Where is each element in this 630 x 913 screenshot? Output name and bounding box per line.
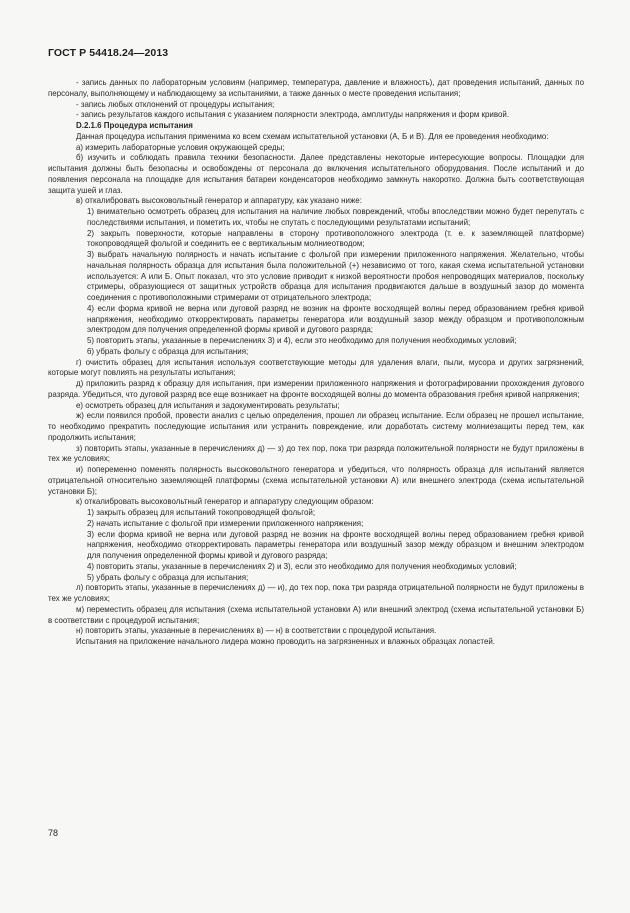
sub-list-item: 2) закрыть поверхности, которые направлены в сторону противоположного электрода (т. е. к заземляющей платформе) токопроводящей фольгой и соединить ее с вертикальным молниеотводом; xyxy=(87,228,584,249)
sub-list-item: 1) закрыть образец для испытаний токопроводящей фольгой; xyxy=(87,508,316,517)
paragraph: Испытания на приложение начального лидера можно проводить на загрязненных и влажных образцах лопастей. xyxy=(76,637,496,646)
document-header: ГОСТ Р 54418.24—2013 xyxy=(48,47,169,59)
list-item: д) приложить разряд к образцу для испытания, при измерении приложенного напряжения и фотографировании прохождения дугового разряда. Убедиться, что дуговой разряд все еще возникает на фронте восходящей волны до момента образования гребня кривой напряжения; xyxy=(48,379,584,399)
paragraph: Данная процедура испытания применима ко всем схемам испытательной установки (А, Б и В). Для ее проведения необходимо: xyxy=(76,131,549,141)
sub-list-item: 6) убрать фольгу с образца для испытания; xyxy=(87,346,249,356)
list-item: к) откалибровать высоковольтный генератор и аппаратуру следующим образом: xyxy=(76,497,374,507)
sub-list-item: 5) повторить этапы, указанные в перечислениях 3) и 4), если это необходимо для получения необходимых условий; xyxy=(87,336,517,345)
page-number: 78 xyxy=(48,828,59,838)
sub-list-item: 5) убрать фольгу с образца для испытания; xyxy=(87,572,249,582)
sub-list-item: 2) начать испытание с фольгой при измерении приложенного напряжения; xyxy=(87,518,364,528)
sub-list-item: 4) повторить этапы, указанные в перечислениях 2) и 3), если это необходимо для получения необходимых условий; xyxy=(87,561,517,571)
section-heading: D.2.1.6 Процедура испытания xyxy=(76,121,193,130)
list-item: г) очистить образец для испытания используя соответствующие методы для удаления влаги, пыли, мусора и других загрязнений, которые могут повлиять на результаты испытания; xyxy=(48,357,584,378)
list-item: в) откалибровать высоковольтный генератор и аппаратуру, как указано ниже: xyxy=(76,196,362,206)
list-item: ж) если появился пробой, провести анализ с целью определения, прошел ли образец испытание. Если образец не прошел испытание, то необходимо прекратить последующие испытания или устранить повреждение, или доработать систему молниезащиты перед тем, как продолжить испытания; xyxy=(48,411,584,442)
sub-list-item: 3) если форма кривой не верна или дуговой разряд не возник на фронте восходящей волны перед образованием гребня кривой напряжения, необходимо откорректировать параметры генератора или воздушный зазор между образцом и внешним электродом для получения определенной формы кривой и дугового разряда; xyxy=(87,529,584,560)
document-body xyxy=(48,78,584,648)
sub-list-item: 4) если форма кривой не верна или дуговой разряд не возник на фронте восходящей волны перед образованием гребня кривой напряжения, необходимо откорректировать параметры генератора или воздушный зазор между образцом и противоположным электродом для получения определенной формы кривой и дугового разряда; xyxy=(87,303,584,335)
paragraph: - запись данных по лабораторным условиям (например, температура, давление и влажность), дат проведения испытаний, данных по персоналу, выполняющему и наблюдающему за испытаниями, а также данных о месте проведения испытания; xyxy=(48,78,584,98)
list-item: и) попеременно поменять полярность высоковольтного генератора и убедиться, что полярность образца для испытаний является отрицательной относительно заземляющей платформы (схема испытательной установки А) или внешнего электрода (схема испытательной установки Б); xyxy=(48,465,584,496)
list-item: е) осмотреть образец для испытания и задокументировать результаты; xyxy=(76,400,340,410)
sub-list-item: 3) выбрать начальную полярность и начать испытание с фольгой при измерении приложенного напряжения. Желательно, чтобы начальная полярность образца для испытания была положительной (+) независимо от того, какая схема испытательной установки используется: А или Б. Опыт показал, что это условие приводит к низкой вероятности пробоя непроводящих материалов, поскольку стримеры, образующиеся от защитных устройств образца для испытания продвигаются дальше в воздушный зазор до момента соединения с противоположными стримерами от отрицательного электрода; xyxy=(87,250,584,302)
list-item: л) повторить этапы, указанные в перечислениях д) — и), до тех пор, пока три разряда отрицательной полярности не будут приложены в тех же условиях; xyxy=(48,583,584,603)
paragraph: - запись результатов каждого испытания с указанием полярности электрода, амплитуды напряжения и форм кривой. xyxy=(76,110,510,120)
list-item: м) переместить образец для испытания (схема испытательной установки А) или внешний электрод (схема испытательной установки Б) в соответствии с процедурой испытания; xyxy=(48,604,584,625)
list-item: а) измерить лабораторные условия окружающей среды; xyxy=(76,142,285,152)
sub-list-item: 1) внимательно осмотреть образец для испытания на наличие любых повреждений, чтобы впоследствии можно будет перепутать с последствиями испытания, и пометить их, чтобы не спутать с последующими результатами испытаний; xyxy=(87,207,584,227)
paragraph: - запись любых отклонений от процедуры испытания; xyxy=(76,99,275,109)
list-item: н) повторить этапы, указанные в перечислениях в) — н) в соответствии с процедурой испытания. xyxy=(76,626,437,636)
list-item: з) повторить этапы, указанные в перечислениях д) — з) до тех пор, пока три разряда положительной полярности не будут приложены в тех же условиях; xyxy=(48,443,584,464)
list-item: б) изучить и соблюдать правила техники безопасности. Далее представлены некоторые интересующие вопросы. Площадки для испытания должны быть безопасны и освобождены от персонала до включения испытательного оборудования. После испытаний и до появления персонала на площадке для испытания батареи конденсаторов необходимо замкнуть накоротко. Должна быть соответствующая защита ушей и глаз. xyxy=(48,153,584,195)
